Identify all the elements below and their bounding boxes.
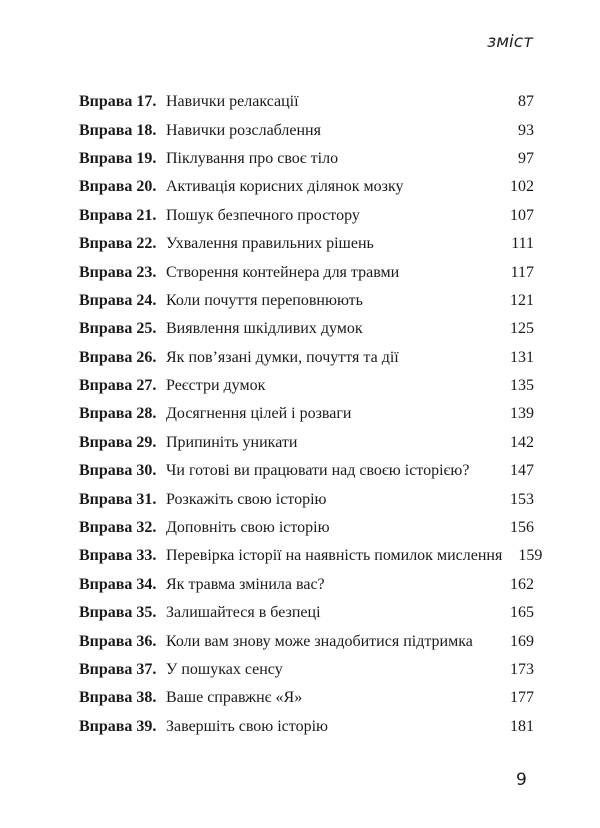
toc-entry (79, 684, 534, 712)
toc-entry (79, 315, 534, 343)
toc-entry-title: Виявлення шкідливих думок (166, 320, 363, 338)
section-header: зміст (487, 32, 533, 52)
toc-entry (79, 88, 534, 116)
toc-entry-title: Створення контейнера для травми (166, 263, 400, 281)
toc-entry-label: Вправа 25. (79, 320, 157, 338)
toc-entry-label: Вправа 34. (79, 575, 157, 593)
toc-entry-page: 102 (510, 178, 534, 196)
toc-entry (79, 599, 534, 627)
toc-entry (79, 457, 534, 485)
toc-entry-label: Вправа 18. (79, 121, 157, 139)
toc-entry-page: 147 (510, 462, 534, 480)
toc-entry (79, 713, 534, 741)
toc-entry-label: Вправа 30. (79, 462, 157, 480)
toc-entry-title: Навички розслаблення (166, 121, 321, 139)
toc-entry-label: Вправа 19. (79, 149, 157, 167)
toc-entry-label: Вправа 37. (79, 661, 157, 678)
toc-entry-page: 107 (510, 206, 534, 224)
toc-entry-label: Вправа 24. (79, 291, 157, 309)
toc-entry-label: Вправа 39. (79, 717, 157, 735)
toc-entry-page: 181 (510, 717, 534, 735)
page-number: 9 (516, 770, 527, 790)
toc-entry-title: Доповніть свою історію (166, 519, 330, 537)
toc-entry (79, 116, 534, 144)
toc-entry-page: 93 (518, 121, 534, 139)
toc-entry-label: Вправа 35. (79, 604, 157, 622)
toc-entry (79, 287, 534, 315)
toc-entry-label: Вправа 21. (79, 206, 157, 224)
toc-entry-label: Вправа 27. (79, 377, 157, 395)
toc-entry-title: Коли вам знову може знадобитися підтримка (166, 632, 473, 650)
toc-entry-page: 159 (518, 547, 543, 565)
toc-entry (79, 571, 534, 599)
toc-entry (79, 542, 543, 570)
toc-entry-title: Припиніть уникати (166, 433, 298, 451)
toc-entry (79, 145, 534, 173)
toc-entry-page: 111 (511, 235, 534, 253)
toc-entry-title: Ваше справжнє «Я» (166, 689, 303, 707)
toc-entry-label: Вправа 31. (79, 490, 157, 508)
toc-entry-title: Досягнення цілей і розваги (166, 405, 352, 423)
toc-entry-title: Реєстри думок (166, 377, 266, 395)
toc-entry-page: 142 (510, 433, 534, 451)
toc-entry (79, 485, 534, 513)
toc-entry-label: Вправа 32. (79, 519, 157, 537)
toc-entry (79, 230, 534, 258)
toc-entry-label: Вправа 22. (79, 235, 157, 253)
toc-entry-title: Активація корисних ділянок мозку (166, 178, 404, 196)
toc-entry-title: У пошуках сенсу (166, 661, 283, 678)
toc-entry-title: Пошук безпечного простору (166, 206, 360, 224)
toc-entry-title: Як травма змінила вас? (166, 575, 325, 593)
toc-entry-page: 121 (510, 291, 534, 309)
toc-entry-page: 117 (510, 263, 534, 281)
toc-entry (79, 656, 534, 684)
toc-entry-label: Вправа 38. (79, 689, 157, 707)
toc-entry-page: 97 (518, 149, 534, 167)
toc-entry-page: 165 (510, 604, 534, 622)
toc-entry-page: 173 (510, 661, 534, 678)
toc-entry (79, 400, 534, 428)
toc-entry (79, 344, 534, 372)
toc-entry-label: Вправа 28. (79, 405, 157, 423)
toc-entry-label: Вправа 23. (79, 263, 157, 281)
toc-entry (79, 372, 534, 400)
toc-entry-title: Піклування про своє тіло (166, 149, 339, 167)
toc-entry (79, 429, 534, 457)
toc-entry-title: Навички релаксації (166, 93, 299, 111)
toc-entry-label: Вправа 17. (79, 93, 157, 111)
toc-entry-page: 169 (510, 632, 534, 650)
toc-entry (79, 627, 534, 655)
toc-entry-label: Вправа 20. (79, 178, 157, 196)
toc-entry (79, 514, 534, 542)
toc-entry-title: Ухвалення правильних рішень (166, 235, 374, 253)
toc-entry-page: 125 (510, 320, 534, 338)
toc-entry-title: Перевірка історії на наявність помилок мислення (166, 547, 503, 565)
toc-entry-page: 135 (510, 377, 534, 395)
toc-entry-page: 153 (510, 490, 534, 508)
toc-entry (79, 258, 534, 286)
toc-entry-page: 156 (510, 519, 534, 537)
toc-entry-title: Розкажіть свою історію (166, 490, 327, 508)
toc-entry-title: Залишайтеся в безпеці (166, 604, 321, 622)
toc-entry-page: 131 (510, 348, 534, 366)
toc-entry-title: Чи готові ви працювати над своєю історією? (166, 462, 470, 480)
toc-entry-label: Вправа 29. (79, 433, 157, 451)
toc-entry-title: Завершіть свою історію (166, 717, 328, 735)
toc-entry (79, 173, 534, 201)
toc-entry-page: 87 (518, 93, 534, 111)
toc-entry-page: 177 (510, 689, 534, 707)
toc-entry-label: Вправа 26. (79, 348, 157, 366)
table-of-contents (79, 88, 543, 741)
toc-entry (79, 202, 534, 230)
toc-entry-page: 162 (510, 575, 534, 593)
toc-entry-title: Як пов’язані думки, почуття та дії (166, 348, 399, 366)
toc-entry-label: Вправа 36. (79, 632, 157, 650)
toc-entry-title: Коли почуття переповнюють (166, 291, 363, 309)
toc-entry-label: Вправа 33. (79, 547, 157, 565)
toc-entry-page: 139 (510, 405, 534, 423)
